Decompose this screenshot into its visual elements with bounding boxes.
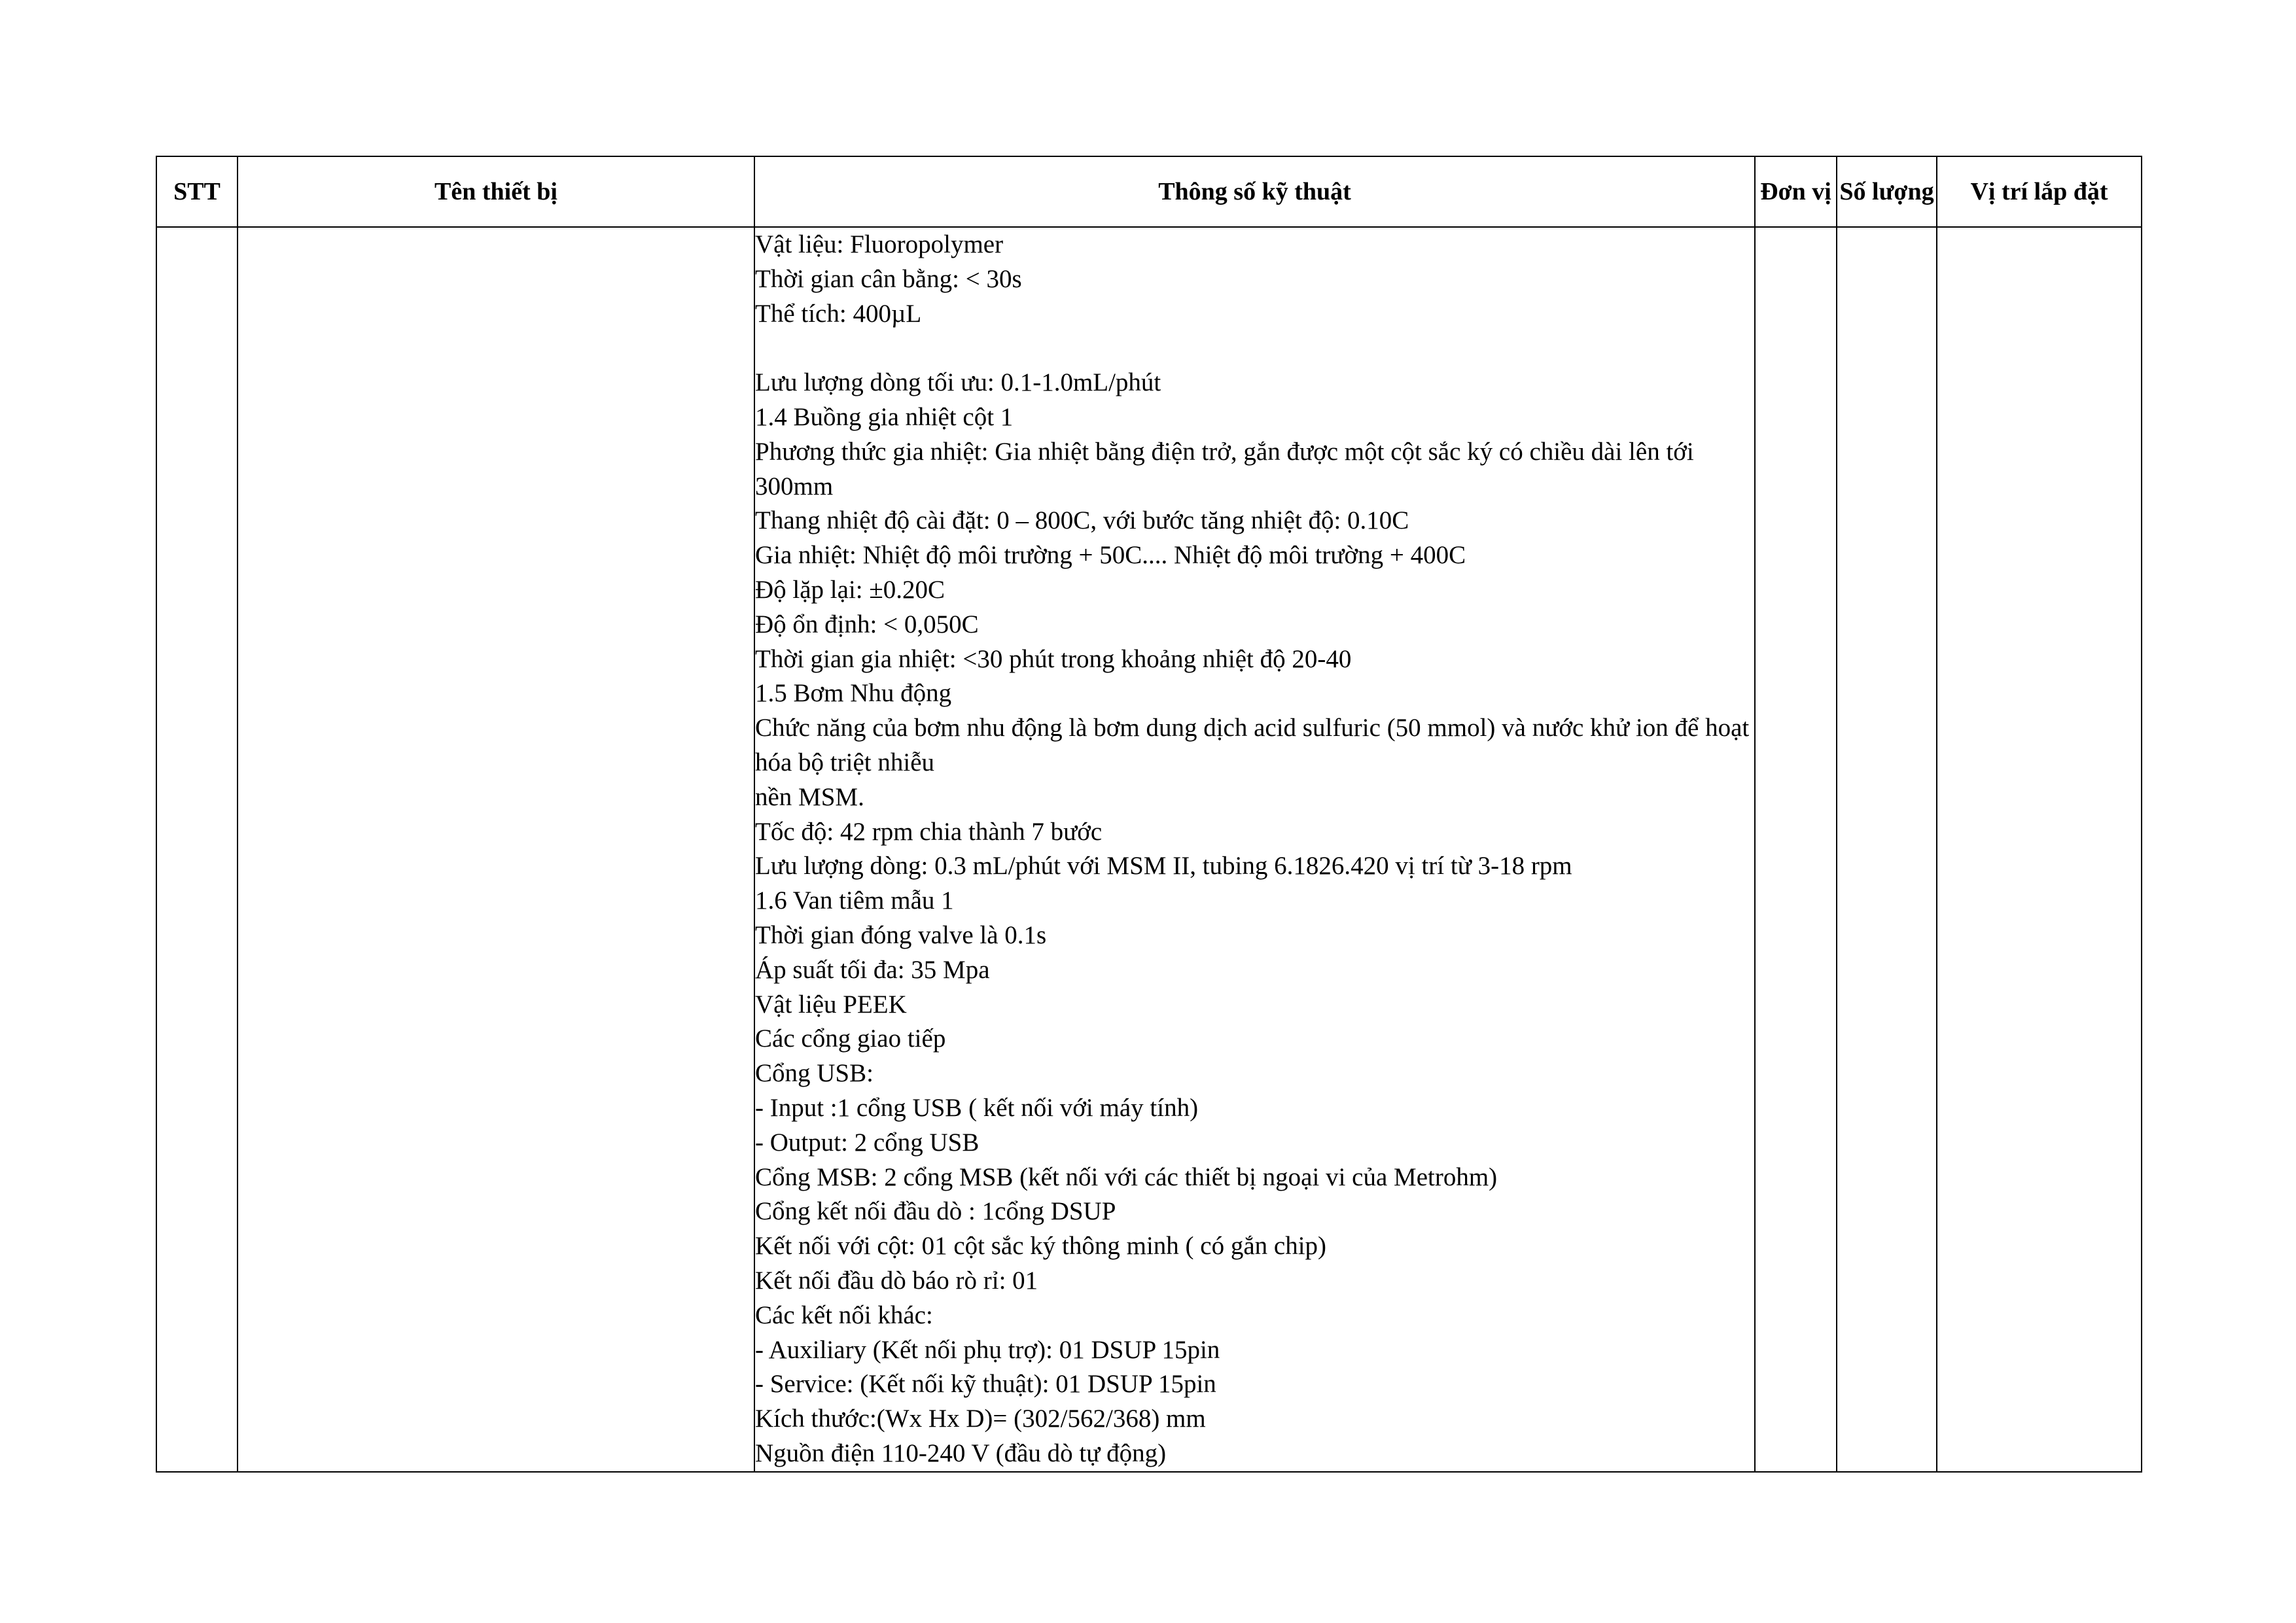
spec-line: 1.5 Bơm Nhu động: [755, 679, 952, 708]
header-quantity: Số lượng: [1837, 156, 1937, 227]
spec-line: Kết nối đầu dò báo rò rỉ: 01: [755, 1266, 1038, 1295]
header-install-location: Vị trí lắp đặt: [1937, 156, 2142, 227]
cell-install-location: [1937, 227, 2142, 1472]
spec-line: Nguồn điện 110-240 V (đầu dò tự động): [755, 1439, 1167, 1467]
spec-line: Cổng USB:: [755, 1059, 874, 1088]
table-row: [156, 227, 2142, 1472]
spec-line: Thời gian cân bằng: < 30s: [755, 264, 1022, 293]
cell-unit: [1755, 227, 1837, 1472]
cell-device-name: [238, 227, 754, 1472]
equipment-spec-table: [156, 156, 2142, 1473]
spec-line: Các kết nối khác:: [755, 1300, 933, 1329]
spec-line: Thang nhiệt độ cài đặt: 0 – 800C, với bước tăng nhiệt độ: 0.10C: [755, 506, 1409, 535]
spec-line: Vật liệu PEEK: [755, 990, 907, 1019]
spec-line: - Output: 2 cổng USB: [755, 1128, 980, 1157]
spec-blank-line: [755, 331, 1754, 366]
spec-line: Kích thước:(Wx Hx D)= (302/562/368) mm: [755, 1405, 1206, 1433]
spec-line: Tốc độ: 42 rpm chia thành 7 bước: [755, 817, 1103, 846]
header-unit: Đơn vị: [1755, 156, 1837, 227]
spec-line: 1.4 Buồng gia nhiệt cột 1: [755, 402, 1014, 431]
spec-line: Thể tích: 400µL: [755, 299, 922, 328]
spec-line: nền MSM.: [755, 782, 864, 811]
spec-line: - Service: (Kết nối kỹ thuật): 01 DSUP 15pin: [755, 1370, 1216, 1399]
spec-line: Áp suất tối đa: 35 Mpa: [755, 955, 990, 984]
cell-quantity: [1837, 227, 1937, 1472]
spec-line: Phương thức gia nhiệt: Gia nhiệt bằng điện trở, gắn được một cột sắc ký có chiều dài lên tới 300mm: [755, 437, 1694, 500]
table-header: [156, 156, 2142, 227]
spec-line: Vật liệu: Fluoropolymer: [755, 230, 1004, 258]
header-technical-spec: Thông số kỹ thuật: [754, 156, 1755, 227]
spec-line: 1.6 Van tiêm mẫu 1: [755, 886, 954, 915]
spec-line-list: [755, 228, 1754, 1471]
spec-line: Lưu lượng dòng tối ưu: 0.1-1.0mL/phút: [755, 368, 1161, 397]
spec-line: - Auxiliary (Kết nối phụ trợ): 01 DSUP 15pin: [755, 1335, 1220, 1364]
spec-line: Thời gian đóng valve là 0.1s: [755, 920, 1047, 949]
table-body: [156, 227, 2142, 1472]
spec-line: Độ lặp lại: ±0.20C: [755, 575, 945, 604]
header-row: [156, 156, 2142, 227]
header-device-name: Tên thiết bị: [238, 156, 754, 227]
spec-line: Gia nhiệt: Nhiệt độ môi trường + 50C.... Nhiệt độ môi trường + 400C: [755, 541, 1466, 570]
cell-stt: [156, 227, 238, 1472]
cell-technical-spec: [754, 227, 1755, 1472]
spec-line: Chức năng của bơm nhu động là bơm dung dịch acid sulfuric (50 mmol) và nước khử ion để hoạt hóa bộ triệt nhiễu: [755, 714, 1750, 777]
spec-line: Kết nối với cột: 01 cột sắc ký thông minh ( có gắn chip): [755, 1232, 1327, 1261]
spec-line: Lưu lượng dòng: 0.3 mL/phút với MSM II, tubing 6.1826.420 vị trí từ 3-18 rpm: [755, 852, 1572, 881]
spec-line: Các cổng giao tiếp: [755, 1024, 946, 1053]
spec-line: Cổng kết nối đầu dò : 1cổng DSUP: [755, 1197, 1116, 1226]
spec-line: Thời gian gia nhiệt: <30 phút trong khoảng nhiệt độ 20-40: [755, 644, 1352, 673]
spec-line: Cổng MSB: 2 cổng MSB (kết nối với các thiết bị ngoại vi của Metrohm): [755, 1162, 1498, 1191]
spec-line: Độ ổn định: < 0,050C: [755, 610, 979, 638]
header-stt: STT: [156, 156, 238, 227]
spec-line: - Input :1 cổng USB ( kết nối với máy tính): [755, 1093, 1199, 1122]
